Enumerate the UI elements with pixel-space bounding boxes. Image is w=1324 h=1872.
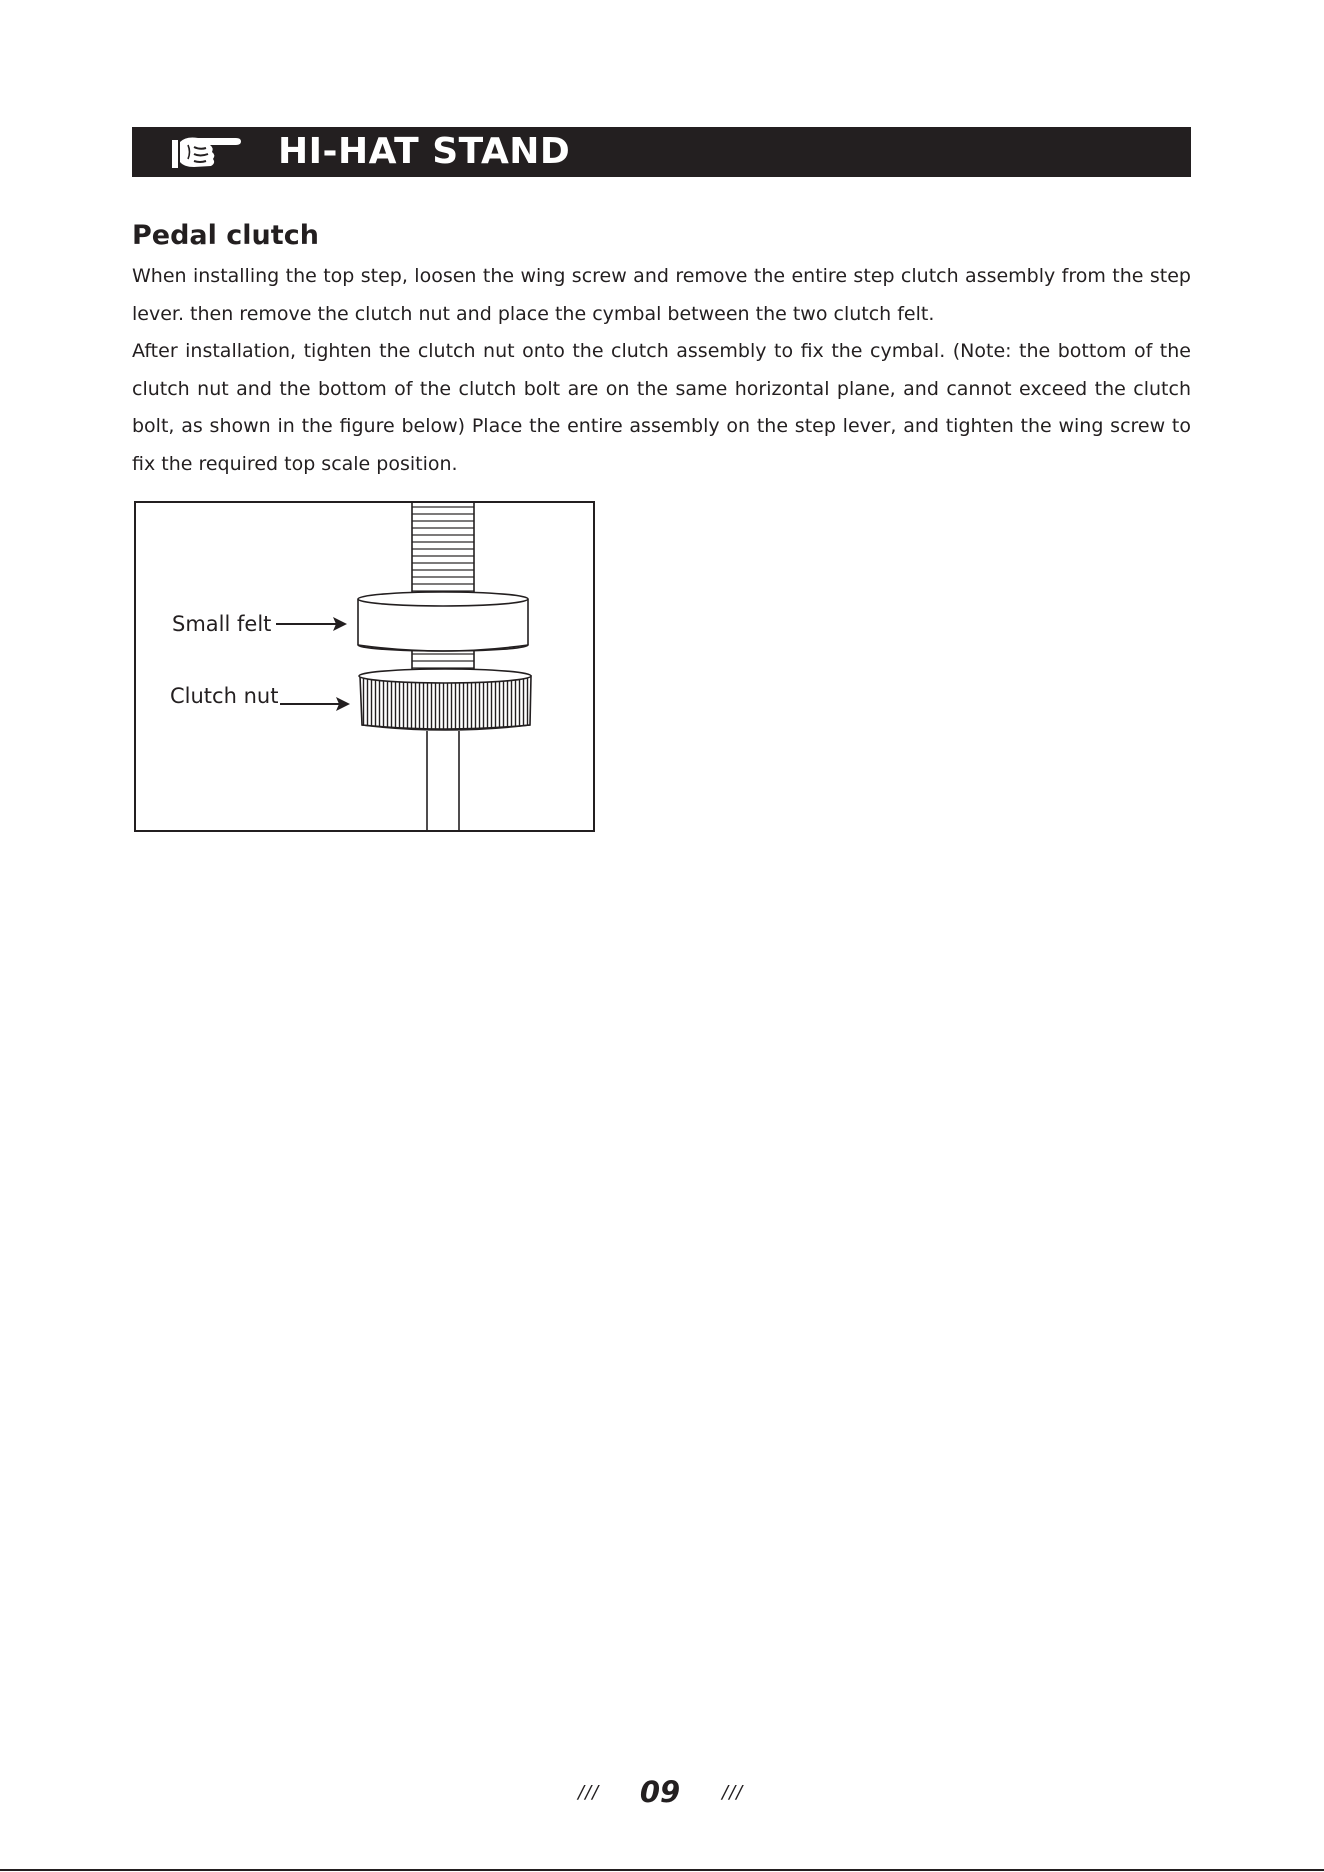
body-text: [132, 258, 1191, 484]
page-footer: [0, 1772, 1324, 1812]
page-title: HI-HAT STAND: [278, 131, 571, 172]
clutch-nut-shape: [359, 669, 531, 730]
bottom-rule: [0, 1869, 1324, 1871]
footer-decoration-left: ///: [578, 1782, 600, 1803]
small-felt-label: Small felt: [172, 612, 272, 636]
paragraph-installation: When installing the top step, loosen the wing screw and remove the entire step clutch assembly from the step lever. then remove the clutch nut and place the cymbal between the two clutch felt.: [132, 265, 1191, 325]
section-title: Pedal clutch: [132, 220, 319, 251]
clutch-nut-label: Clutch nut: [170, 684, 279, 708]
pedal-clutch-diagram: [134, 501, 595, 832]
small-felt-shape: [358, 592, 528, 651]
paragraph-tightening: After installation, tighten the clutch nut onto the clutch assembly to fix the cymbal. (Note: the bottom of the clutch nut and the bottom of the clutch bolt are on the same horizontal plane, and cannot exceed the clutch bolt, as shown in the figure below) Place the entire assembly on the step lever, and tighten the wing screw to fix the required top scale position.: [132, 340, 1191, 475]
section-header-bar: [132, 127, 1191, 177]
pointing-hand-icon: [164, 132, 244, 172]
page-number: 09: [639, 1775, 681, 1809]
clutch-assembly-illustration: [134, 501, 595, 832]
footer-decoration-right: ///: [722, 1782, 744, 1803]
